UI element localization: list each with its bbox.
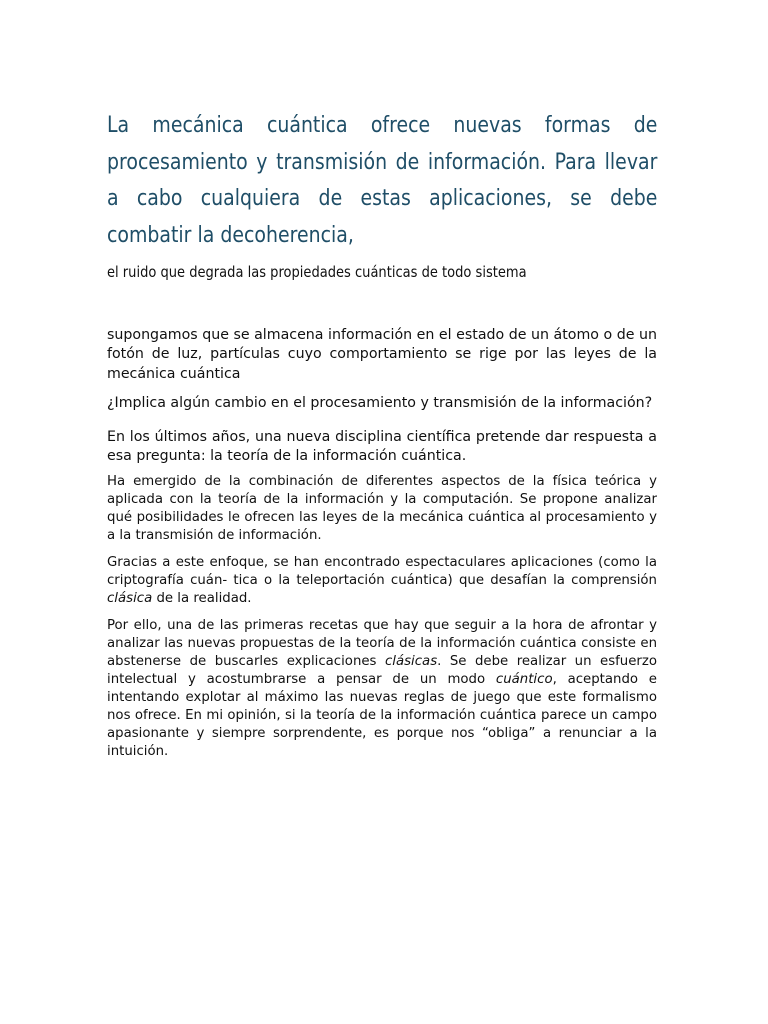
paragraph-2-question: ¿Implica algún cambio en el procesamiento y transmisión de la información? [107,394,653,411]
paragraph-5 [107,554,657,608]
paragraph-1: supongamos que se almacena información en el estado de un átomo o de un fotón de luz, partículas cuyo comportamiento se rige por las leyes de la mecánica cuántica [107,327,657,382]
paragraph-5-text-a: Gracias a este enfoque, se han encontrado espectaculares aplicaciones (como la criptografía cuán- tica o la teleportación cuántica) que desafían la comprensión [107,554,657,588]
paragraph-5-text-b: de la realidad. [152,590,252,606]
paragraph-4: Ha emergido de la combinación de diferentes aspectos de la física teórica y aplicada con la teoría de la información y la computación. Se propone analizar qué posibilidades le ofrecen las leyes de la mecánica cuántica al procesamiento y a la transmisión de información. [107,473,657,543]
paragraph-6-emphasis-2: cuántico [495,671,553,687]
paragraph-6-text-b: . Se debe realizar un esfuerzo intelectual y acostumbrarse a pensar de un modo [107,653,657,687]
paragraph-6-text-c: , aceptando e intentando explotar al máximo las nuevas reglas de juego que este formalismo nos ofrece. En mi opinión, si la teoría de la información cuántica parece un campo apasionante y siempre sorprendente, es porque nos “obliga” a renunciar a la intuición. [107,671,657,759]
paragraph-6 [107,617,657,761]
paragraph-6-emphasis-1: clásicas [384,653,438,669]
paragraph-3: En los últimos años, una nueva disciplina científica pretende dar respuesta a esa pregunta: la teoría de la información cuántica. [107,429,657,465]
document-subtitle: el ruido que degrada las propiedades cuánticas de todo sistema [107,263,527,281]
paragraph-5-emphasis: clásica [107,590,153,606]
document-title: La mecánica cuántica ofrece nuevas formas de procesamiento y transmisión de información. Para llevar a cabo cualquiera de estas aplicaciones, se debe combatir la decoherencia, [107,113,658,248]
paragraph-6-text-a: Por ello, una de las primeras recetas que hay que seguir a la hora de afrontar y analizar las nuevas propuestas de la teoría de la información cuántica consiste en abstenerse de buscarles explicaciones [107,617,657,669]
document-content [107,108,657,761]
